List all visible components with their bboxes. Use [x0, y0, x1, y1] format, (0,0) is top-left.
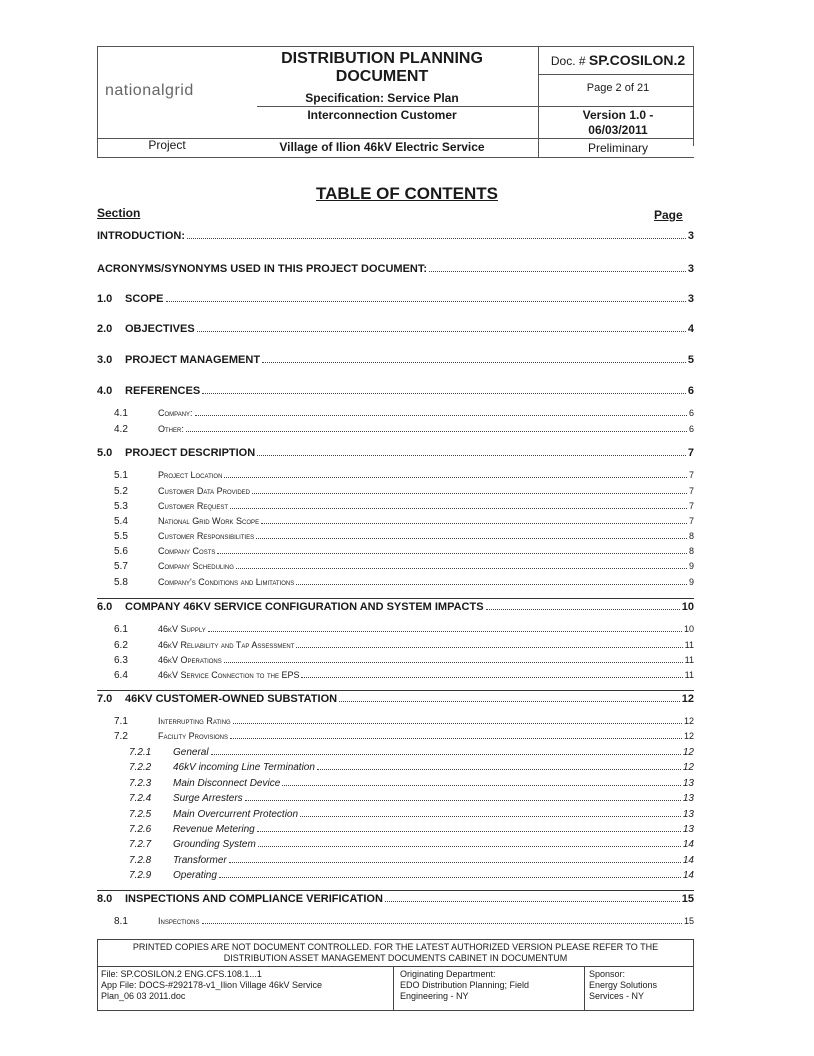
toc-entry-page: 9 — [688, 561, 694, 571]
toc-entry-page: 6 — [688, 424, 694, 434]
toc-entry-page: 15 — [681, 893, 694, 905]
document-title-line2: DOCUMENT — [335, 68, 429, 85]
footer-file-info — [101, 969, 391, 1002]
toc-dot-leader — [187, 237, 686, 239]
toc-entry[interactable] — [97, 323, 694, 335]
toc-entry[interactable] — [97, 263, 694, 275]
toc-entry[interactable] — [114, 501, 694, 512]
toc-entry[interactable] — [114, 470, 694, 481]
toc-entry-page: 12 — [681, 693, 694, 705]
toc-entry-page: 7 — [688, 486, 694, 496]
toc-entry-title: Main Disconnect Device — [173, 778, 281, 789]
toc-entry-title: Project Location — [158, 470, 223, 480]
toc-entry[interactable] — [114, 546, 694, 557]
toc-entry[interactable] — [97, 601, 694, 613]
toc-entry-number: 4.2 — [114, 424, 128, 435]
toc-entry-title: 46kV Reliability and Tap Assessment — [158, 640, 295, 650]
toc-entry[interactable] — [114, 640, 694, 651]
toc-entry[interactable] — [97, 230, 694, 242]
printed-copies-notice — [97, 942, 694, 964]
toc-entry-page: 10 — [681, 601, 694, 613]
toc-entry-title: Customer Request — [158, 501, 229, 511]
toc-entry-title: 46KV CUSTOMER-OWNED SUBSTATION — [125, 693, 338, 705]
toc-entry-title: COMPANY 46KV SERVICE CONFIGURATION AND SYSTEM IMPACTS — [125, 601, 484, 613]
toc-dot-leader — [211, 753, 681, 755]
toc-dot-leader — [296, 583, 687, 585]
notice-line-2: DISTRIBUTION ASSET MANAGEMENT DOCUMENTS CABINET IN DOCUMENTUM — [223, 953, 568, 963]
toc-entry-page: 7 — [688, 516, 694, 526]
toc-dot-leader — [317, 768, 681, 770]
toc-entry-title: Revenue Metering — [173, 824, 255, 835]
toc-entry-page: 12 — [682, 762, 694, 773]
toc-entry-page: 4 — [687, 323, 694, 335]
toc-entry-number: 1.0 — [97, 293, 113, 305]
toc-entry-title: Grounding System — [173, 839, 256, 850]
toc-entry[interactable] — [114, 561, 694, 572]
toc-dot-leader — [339, 700, 680, 702]
toc-entry-title: Company's Conditions and Limitations — [158, 577, 295, 587]
toc-entry-page: 11 — [684, 640, 694, 650]
toc-dot-leader — [385, 900, 680, 902]
toc-entry-number: 7.2.3 — [129, 778, 152, 789]
toc-entry[interactable] — [129, 809, 694, 820]
toc-dot-leader — [166, 300, 686, 302]
file-line-1: File: SP.COSILON.2 ENG.CFS.108.1...1 — [101, 969, 262, 979]
toc-entry[interactable] — [97, 447, 694, 459]
toc-entry-number: 5.6 — [114, 546, 128, 557]
toc-entry-number: 5.1 — [114, 470, 128, 481]
dept-line-1: Originating Department: — [400, 969, 496, 979]
toc-entry-page: 14 — [682, 855, 694, 866]
toc-dot-leader — [258, 845, 681, 847]
sponsor-line-2: Energy Solutions — [589, 980, 658, 990]
toc-entry-number: 3.0 — [97, 354, 113, 366]
toc-entry-title: PROJECT DESCRIPTION — [125, 447, 256, 459]
toc-entry-page: 3 — [687, 263, 694, 275]
document-status: Preliminary — [587, 141, 648, 155]
toc-entry-page: 6 — [687, 385, 694, 397]
toc-section-separator — [97, 690, 694, 691]
toc-entry-page: 13 — [682, 778, 694, 789]
notice-line-1: PRINTED COPIES ARE NOT DOCUMENT CONTROLLED. FOR THE LATEST AUTHORIZED VERSION PLEASE REFER TO THE — [132, 942, 659, 952]
toc-dot-leader — [197, 330, 686, 332]
toc-entry[interactable] — [129, 778, 694, 789]
toc-entry[interactable] — [114, 624, 694, 635]
toc-entry-title: 46kV incoming Line Termination — [173, 762, 315, 773]
footer-divider — [97, 966, 694, 967]
toc-dot-leader — [219, 876, 681, 878]
toc-dot-leader — [261, 522, 687, 524]
toc-dot-leader — [301, 676, 682, 678]
toc-page-header: Page — [654, 208, 683, 222]
toc-entry-title: Customer Data Provided — [158, 486, 251, 496]
toc-entry-page: 7 — [687, 447, 694, 459]
toc-entry-page: 3 — [687, 230, 694, 242]
footer-border-bottom — [97, 1010, 694, 1011]
toc-dot-leader — [224, 476, 687, 478]
toc-entry-number: 8.1 — [114, 916, 128, 927]
toc-entry[interactable] — [97, 354, 694, 366]
toc-entry-number: 6.1 — [114, 624, 128, 635]
toc-dot-leader — [296, 646, 682, 648]
toc-entry[interactable] — [114, 577, 694, 588]
toc-entry-number: 5.5 — [114, 531, 128, 542]
toc-entry-title: INTRODUCTION: — [97, 230, 185, 242]
footer-sponsor — [589, 969, 691, 1002]
toc-entry-title: Interrupting Rating — [158, 716, 231, 726]
file-line-2: App File: DOCS-#292178-v1_Ilion Village 46kV Service — [101, 980, 322, 990]
toc-dot-leader — [217, 552, 687, 554]
toc-entry-number: 7.0 — [97, 693, 113, 705]
toc-dot-leader — [245, 799, 681, 801]
toc-entry[interactable] — [129, 870, 694, 881]
toc-entry[interactable] — [114, 424, 694, 435]
toc-dot-leader — [195, 414, 687, 416]
toc-dot-leader — [233, 722, 682, 724]
toc-entry-title: Inspections — [158, 916, 200, 926]
toc-entry[interactable] — [114, 516, 694, 527]
toc-dot-leader — [230, 507, 687, 509]
dept-line-2: EDO Distribution Planning; Field — [400, 980, 530, 990]
toc-entry-page: 12 — [682, 747, 694, 758]
toc-section-header: Section — [97, 206, 141, 220]
toc-entry-page: 12 — [683, 731, 694, 741]
toc-dot-leader — [429, 270, 686, 272]
toc-dot-leader — [229, 861, 681, 863]
toc-entry-number: 5.2 — [114, 486, 128, 497]
header-divider-docno — [538, 74, 694, 75]
toc-entry-page: 7 — [688, 470, 694, 480]
toc-entry-page: 14 — [682, 839, 694, 850]
toc-entry-page: 5 — [687, 354, 694, 366]
toc-entry-number: 7.2.4 — [129, 793, 152, 804]
toc-entry[interactable] — [97, 893, 694, 905]
document-number-label: Doc. # — [550, 54, 586, 68]
toc-dot-leader — [202, 922, 682, 924]
toc-entry[interactable] — [114, 408, 694, 419]
toc-entry[interactable] — [114, 670, 694, 681]
toc-entry[interactable] — [114, 486, 694, 497]
toc-entry-title: OBJECTIVES — [125, 323, 195, 335]
header-divider-right-column — [538, 46, 539, 158]
toc-entry[interactable] — [129, 824, 694, 835]
toc-entry[interactable] — [129, 793, 694, 804]
project-label: Project — [148, 138, 186, 152]
toc-entry-title: INSPECTIONS AND COMPLIANCE VERIFICATION — [125, 893, 383, 905]
toc-dot-leader — [300, 815, 681, 817]
toc-entry-number: 6.2 — [114, 640, 128, 651]
toc-entry-number: 7.2.8 — [129, 855, 152, 866]
toc-entry-number: 7.1 — [114, 716, 128, 727]
toc-entry-page: 12 — [683, 716, 694, 726]
toc-entry[interactable] — [97, 385, 694, 397]
toc-entry-title: Transformer — [173, 855, 227, 866]
toc-entry-page: 14 — [682, 870, 694, 881]
toc-dot-leader — [256, 537, 687, 539]
toc-entry-page: 15 — [683, 916, 694, 926]
toc-dot-leader — [257, 830, 681, 832]
toc-entry-page: 13 — [682, 824, 694, 835]
document-number-value: SP.COSILON.2 — [588, 52, 686, 68]
footer-department — [400, 969, 580, 1002]
toc-entry-title: REFERENCES — [125, 385, 201, 397]
toc-entry-number: 7.2.6 — [129, 824, 152, 835]
toc-entry-number: 7.2.7 — [129, 839, 152, 850]
toc-entry[interactable] — [114, 716, 694, 727]
toc-entry-number: 5.8 — [114, 577, 128, 588]
toc-dot-leader — [282, 784, 681, 786]
file-line-3: Plan_06 03 2011.doc — [101, 991, 186, 1001]
sponsor-line-3: Services - NY — [589, 991, 645, 1001]
toc-entry-number: 7.2.1 — [129, 747, 152, 758]
header-border-bottom — [97, 157, 694, 158]
toc-entry[interactable] — [114, 531, 694, 542]
toc-entry[interactable] — [129, 747, 694, 758]
toc-dot-leader — [224, 661, 683, 663]
sponsor-line-1: Sponsor: — [589, 969, 626, 979]
toc-entry-number: 2.0 — [97, 323, 113, 335]
toc-entry-page: 7 — [688, 501, 694, 511]
toc-entry-number: 6.3 — [114, 655, 128, 666]
toc-dot-leader — [486, 608, 680, 610]
toc-entry-title: 46kV Supply — [158, 624, 206, 634]
toc-entry-title: Company Costs — [158, 546, 216, 556]
toc-entry-page: 13 — [682, 809, 694, 820]
header-border-top — [97, 46, 694, 47]
toc-entry-title: 46kV Service Connection to the EPS — [158, 670, 300, 680]
specification-label: Specification: Service Plan — [305, 91, 459, 105]
toc-entry-title: Operating — [173, 870, 217, 881]
toc-entry-page: 8 — [688, 546, 694, 556]
toc-entry[interactable] — [129, 855, 694, 866]
document-footer — [97, 939, 694, 1011]
document-header — [97, 46, 694, 158]
toc-entry-page: 13 — [682, 793, 694, 804]
toc-entry-title: ACRONYMS/SYNONYMS USED IN THIS PROJECT DOCUMENT: — [97, 263, 428, 275]
document-subtitle: Interconnection Customer — [307, 108, 457, 122]
toc-dot-leader — [262, 361, 686, 363]
toc-dot-leader — [208, 630, 682, 632]
toc-entry[interactable] — [129, 762, 694, 773]
project-title: Village of Ilion 46kV Electric Service — [279, 140, 485, 154]
toc-entry-title: Other: — [158, 424, 184, 434]
toc-entry-page: 11 — [684, 655, 694, 665]
toc-entry-page: 6 — [688, 408, 694, 418]
footer-border-top — [97, 939, 694, 940]
toc-entry-title: Facility Provisions — [158, 731, 229, 741]
toc-entry[interactable] — [97, 693, 694, 705]
toc-entry-title: Company: — [158, 408, 193, 418]
toc-entry-title: General — [173, 747, 209, 758]
toc-entry-title: Customer Responsibilities — [158, 531, 255, 541]
toc-entry-title: Company Scheduling — [158, 561, 234, 571]
page-indicator: Page 2 of 21 — [586, 82, 650, 94]
toc-section-separator — [97, 598, 694, 599]
toc-entry-title: 46kV Operations — [158, 655, 222, 665]
toc-dot-leader — [252, 492, 687, 494]
footer-col-divider-2 — [584, 966, 585, 1011]
toc-title: TABLE OF CONTENTS — [316, 184, 498, 203]
toc-entry-number: 4.1 — [114, 408, 128, 419]
dept-line-3: Engineering - NY — [400, 991, 469, 1001]
version-label: Version 1.0 - — [582, 108, 654, 122]
toc-entry[interactable] — [97, 293, 694, 305]
toc-dot-leader — [236, 567, 687, 569]
toc-entry-number: 7.2.9 — [129, 870, 152, 881]
toc-entry[interactable] — [114, 916, 694, 927]
toc-entry-number: 5.4 — [114, 516, 128, 527]
toc-dot-leader — [202, 392, 686, 394]
toc-entry[interactable] — [114, 731, 694, 742]
toc-entry-number: 5.3 — [114, 501, 128, 512]
toc-entry[interactable] — [129, 839, 694, 850]
company-logo: nationalgrid — [105, 82, 194, 99]
toc-entry-page: 11 — [684, 670, 694, 680]
toc-entry-number: 5.7 — [114, 561, 128, 572]
header-divider-spec — [257, 106, 694, 107]
toc-entry-number: 6.4 — [114, 670, 128, 681]
document-number — [540, 52, 696, 68]
toc-section-separator — [97, 890, 694, 891]
footer-col-divider-1 — [393, 966, 394, 1011]
document-title-line1: DISTRIBUTION PLANNING — [281, 50, 483, 67]
toc-entry-number: 4.0 — [97, 385, 113, 397]
toc-entry-number: 7.2.2 — [129, 762, 152, 773]
toc-dot-leader — [186, 430, 687, 432]
toc-entry-number: 5.0 — [97, 447, 113, 459]
toc-entry-page: 3 — [687, 293, 694, 305]
toc-entry-number: 6.0 — [97, 601, 113, 613]
toc-dot-leader — [257, 454, 686, 456]
toc-entry-page: 8 — [688, 531, 694, 541]
toc-dot-leader — [230, 737, 682, 739]
toc-entry-title: PROJECT MANAGEMENT — [125, 354, 261, 366]
toc-entry-title: Surge Arresters — [173, 793, 243, 804]
toc-entry[interactable] — [114, 655, 694, 666]
toc-entry-number: 7.2.5 — [129, 809, 152, 820]
version-date: 06/03/2011 — [588, 123, 648, 137]
toc-entry-number: 7.2 — [114, 731, 128, 742]
toc-entry-title: Main Overcurrent Protection — [173, 809, 299, 820]
toc-entry-page: 9 — [688, 577, 694, 587]
toc-entry-number: 8.0 — [97, 893, 113, 905]
toc-entry-title: SCOPE — [125, 293, 164, 305]
toc-entry-title: National Grid Work Scope — [158, 516, 260, 526]
toc-entry-page: 10 — [683, 624, 694, 634]
